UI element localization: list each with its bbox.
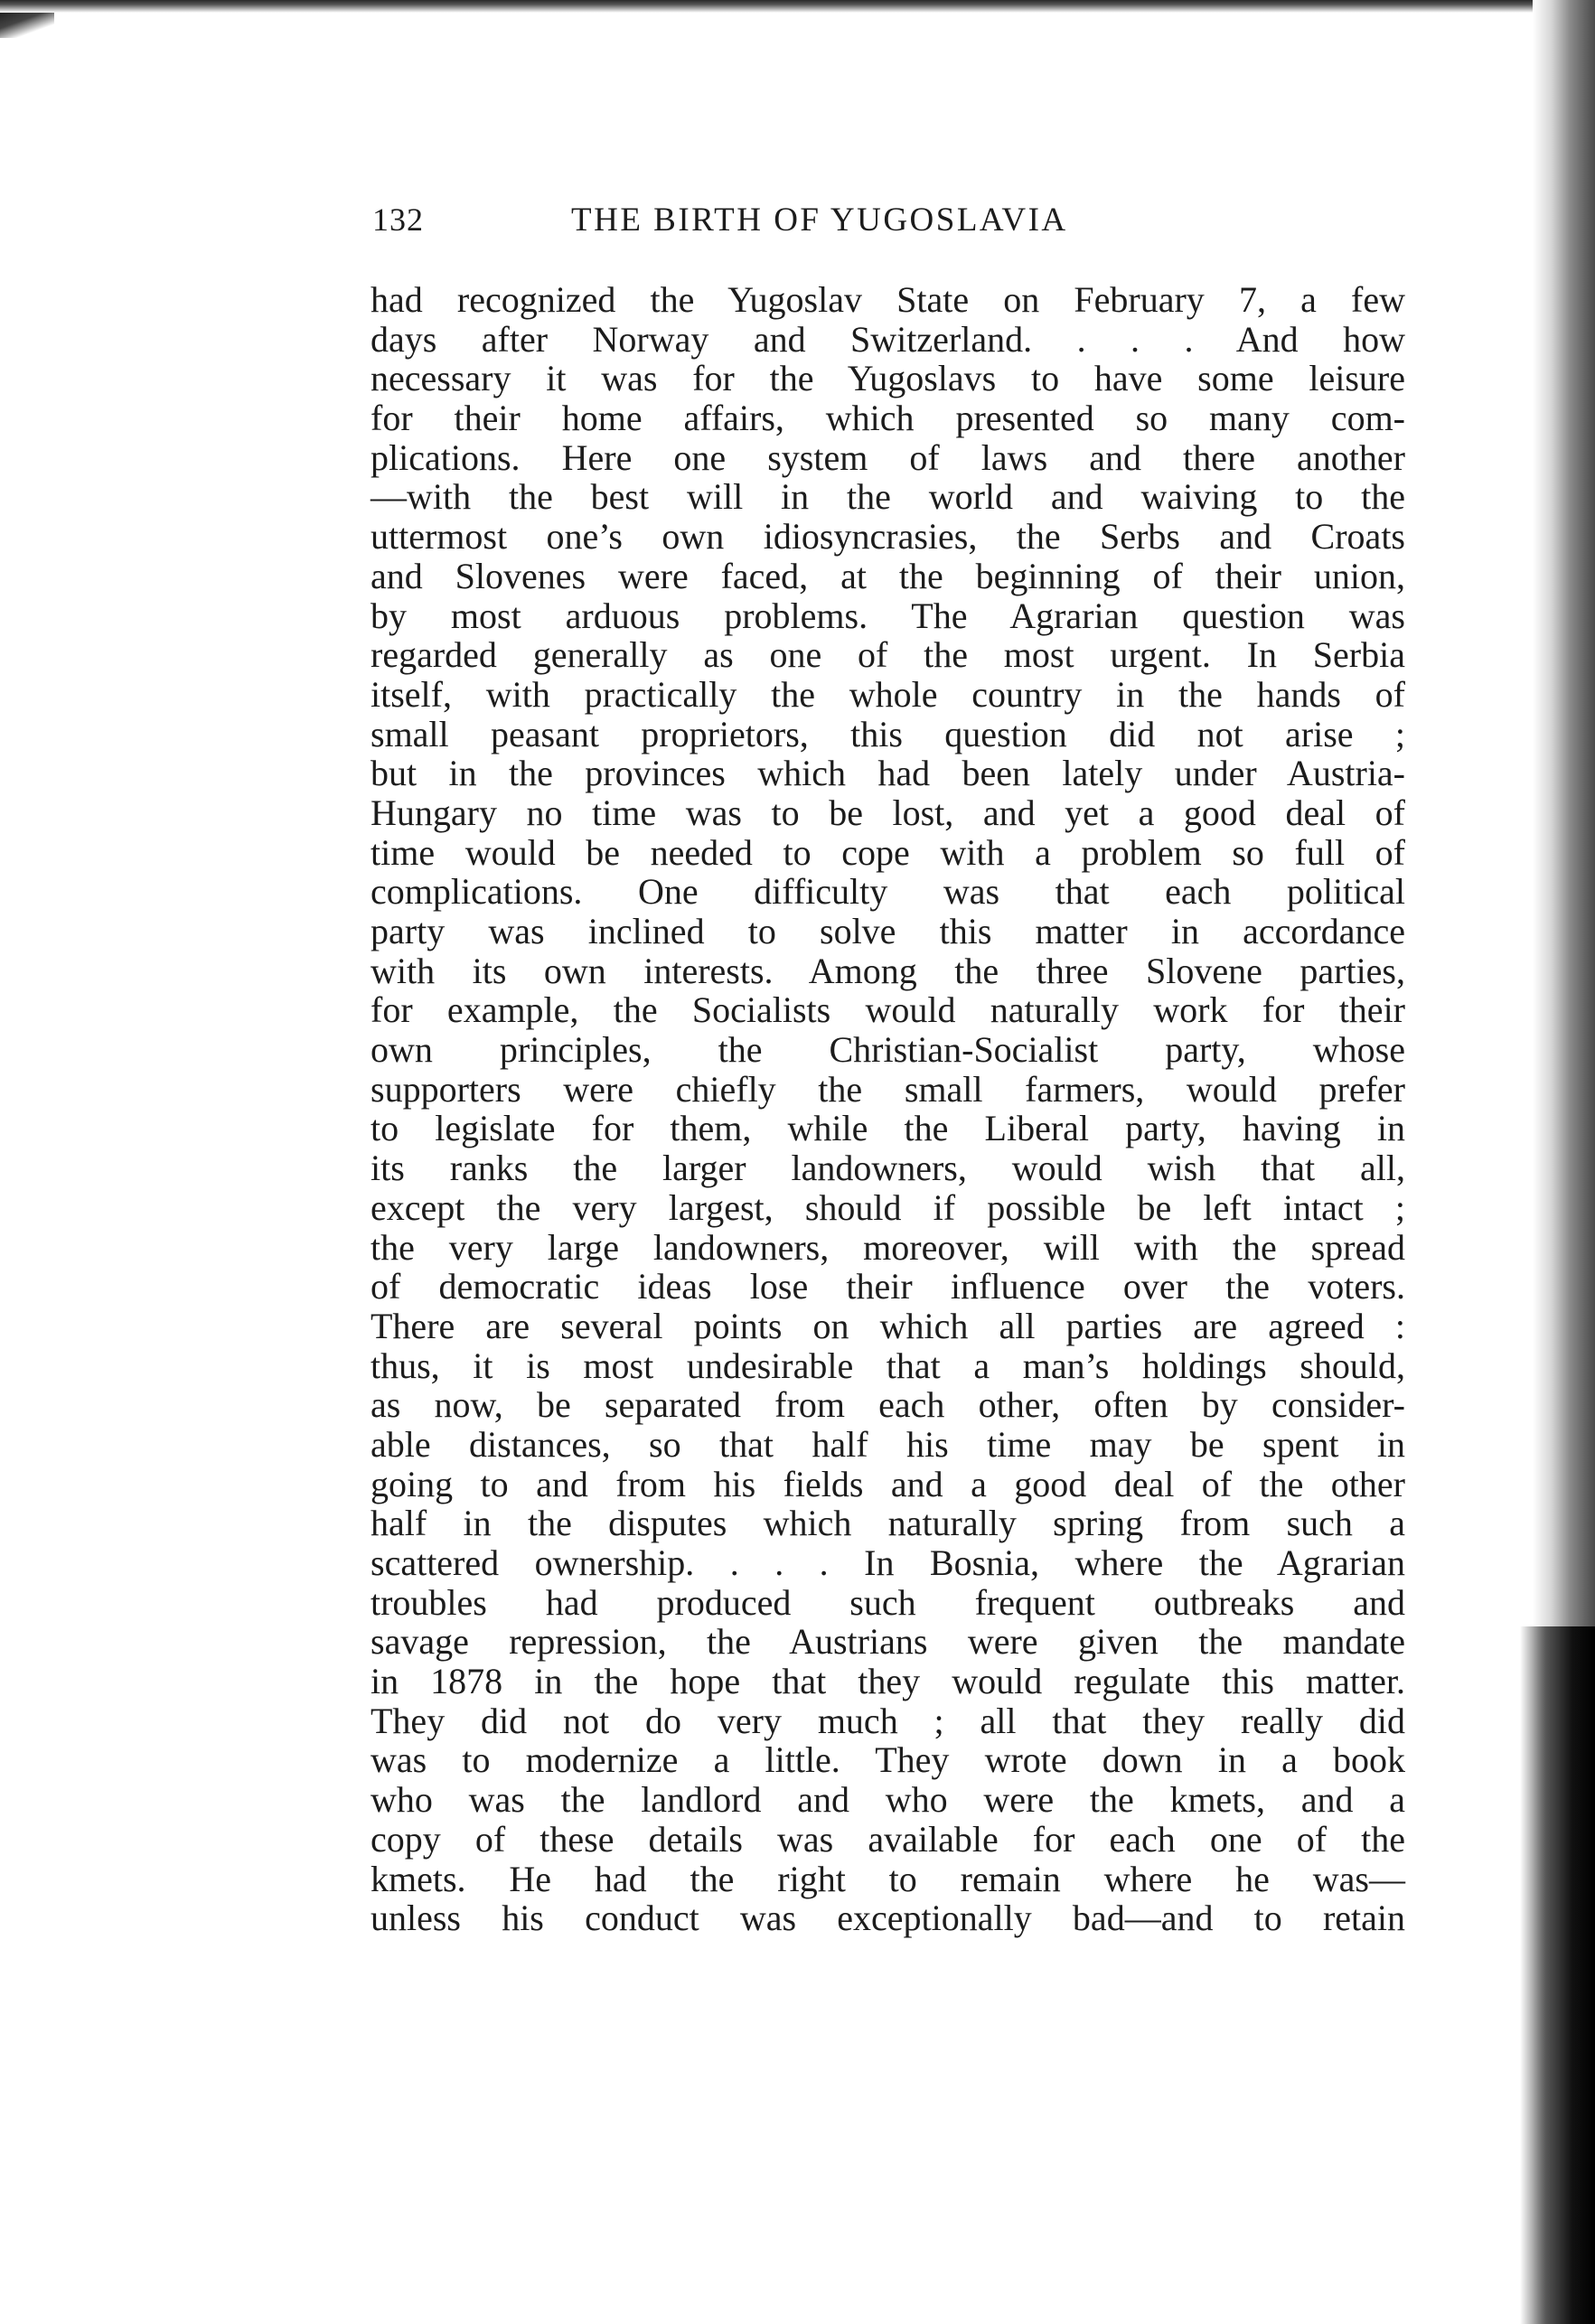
text-line: for their home affairs, which presented so many com- <box>371 398 1405 439</box>
scan-right-shadow <box>1520 1626 1595 2324</box>
scan-top-edge <box>0 0 1595 13</box>
text-line: —with the best will in the world and waiving to the <box>371 476 1405 518</box>
text-line: itself, with practically the whole country in the hands of <box>371 673 1405 715</box>
text-line: in 1878 in the hope that they would regulate this matter. <box>371 1661 1405 1702</box>
text-line: to legislate for them, while the Liberal party, having in <box>371 1108 1405 1149</box>
text-line: but in the provinces which had been lately under Austria- <box>371 753 1405 794</box>
text-line: who was the landlord and who were the kmets, and a <box>371 1779 1405 1821</box>
text-line: Hungary no time was to be lost, and yet a good deal of <box>371 792 1405 833</box>
text-line: days after Norway and Switzerland. . . . And how <box>371 318 1405 360</box>
scan-corner-mark <box>0 13 54 38</box>
text-line: necessary it was for the Yugoslavs to have some leisure <box>371 358 1405 399</box>
text-line: small peasant proprietors, this question did not arise ; <box>371 713 1405 754</box>
page-number: 132 <box>372 201 424 238</box>
text-line: of democratic ideas lose their influence over the voters. <box>371 1266 1405 1307</box>
text-line: able distances, so that half his time may be spent in <box>371 1423 1405 1465</box>
text-line: complications. One difficulty was that each political <box>371 871 1405 913</box>
text-line: the very large landowners, moreover, will with the spread <box>371 1226 1405 1268</box>
text-line: had recognized the Yugoslav State on February 7, a few <box>371 279 1405 320</box>
text-line: for example, the Socialists would naturally work for their <box>371 989 1405 1031</box>
text-line: was to modernize a little. They wrote down in a book <box>371 1739 1405 1781</box>
text-line: as now, be separated from each other, often by consider- <box>371 1384 1405 1426</box>
text-line: uttermost one’s own idiosyncrasies, the Serbs and Croats <box>371 516 1405 558</box>
text-line: regarded generally as one of the most urgent. In Serbia <box>371 634 1405 676</box>
text-line: They did not do very much ; all that they really did <box>371 1700 1405 1741</box>
text-line: There are several points on which all parties are agreed : <box>371 1305 1405 1346</box>
text-line: plications. Here one system of laws and there another <box>371 436 1405 478</box>
text-line: thus, it is most undesirable that a man’s holdings should, <box>371 1345 1405 1386</box>
text-line: by most arduous problems. The Agrarian question was <box>371 595 1405 636</box>
text-line: party was inclined to solve this matter in accordance <box>371 911 1405 951</box>
text-line: except the very largest, should if possible be left intact ; <box>371 1186 1405 1228</box>
body-text <box>371 280 1405 1938</box>
text-line: kmets. He had the right to remain where he was— <box>371 1858 1405 1899</box>
text-line: with its own interests. Among the three Slovene parties, <box>371 950 1405 991</box>
text-line: and Slovenes were faced, at the beginning of their union, <box>371 555 1405 596</box>
running-head: THE BIRTH OF YUGOSLAVIA <box>571 201 1068 239</box>
text-line: time would be needed to cope with a problem so full of <box>371 831 1405 873</box>
text-line: its ranks the larger landowners, would wish that all, <box>371 1148 1405 1189</box>
text-line: unless his conduct was exceptionally bad—and to retain <box>371 1898 1405 1939</box>
page-header <box>372 201 1406 248</box>
text-line: savage repression, the Austrians were given the mandate <box>371 1621 1405 1663</box>
text-line: own principles, the Christian-Socialist party, whose <box>371 1029 1405 1071</box>
text-line: scattered ownership. . . . In Bosnia, where the Agrarian <box>371 1542 1405 1583</box>
text-line: supporters were chiefly the small farmers, would prefer <box>371 1068 1405 1110</box>
text-line: half in the disputes which naturally spring from such a <box>371 1503 1405 1544</box>
text-line: copy of these details was available for each one of the <box>371 1818 1405 1860</box>
text-line: troubles had produced such frequent outbreaks and <box>371 1581 1405 1623</box>
text-line: going to and from his fields and a good deal of the other <box>371 1463 1405 1504</box>
